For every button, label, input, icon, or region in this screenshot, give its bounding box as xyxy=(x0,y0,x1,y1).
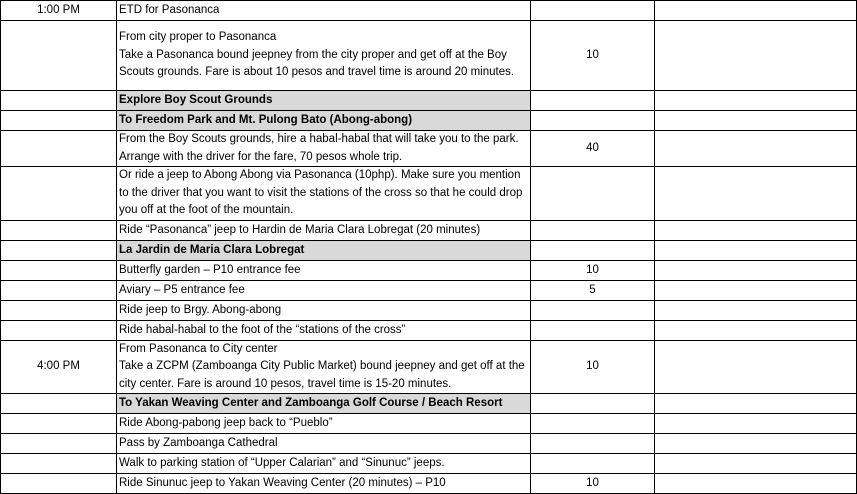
notes-cell xyxy=(655,21,857,91)
notes-cell xyxy=(655,320,857,340)
time-cell xyxy=(1,394,117,414)
section-row xyxy=(1,91,857,111)
time-cell: 1:00 PM xyxy=(1,1,117,21)
itinerary-rows xyxy=(1,1,857,494)
description-cell: Aviary – P5 entrance fee xyxy=(117,280,531,300)
section-row xyxy=(1,111,857,131)
cost-cell: 5 xyxy=(531,280,655,300)
table-row xyxy=(1,220,857,240)
notes-cell xyxy=(655,131,857,167)
cost-cell xyxy=(531,394,655,414)
cost-cell xyxy=(531,240,655,260)
description-cell: To Yakan Weaving Center and Zamboanga Golf Course / Beach Resort xyxy=(117,394,531,414)
time-cell xyxy=(1,300,117,320)
table-row xyxy=(1,474,857,494)
cost-cell xyxy=(531,414,655,434)
description-cell: Explore Boy Scout Grounds xyxy=(117,91,531,111)
notes-cell xyxy=(655,474,857,494)
section-row xyxy=(1,394,857,414)
description-cell: La Jardin de Maria Clara Lobregat xyxy=(117,240,531,260)
cost-cell xyxy=(531,434,655,454)
time-cell xyxy=(1,131,117,167)
description-cell: From the Boy Scouts grounds, hire a habal-habal that will take you to the park. Arrange with the driver for the fare, 70 pesos whole trip. xyxy=(117,131,531,167)
cost-cell: 10 xyxy=(531,474,655,494)
notes-cell xyxy=(655,434,857,454)
cost-cell xyxy=(531,454,655,474)
time-cell xyxy=(1,320,117,340)
notes-cell xyxy=(655,111,857,131)
description-cell: Butterfly garden – P10 entrance fee xyxy=(117,260,531,280)
description-cell: Ride habal-habal to the foot of the “stations of the cross” xyxy=(117,320,531,340)
description-cell: From Pasonanca to City center Take a ZCPM (Zamboanga City Public Market) bound jeepney and get off at the city center. Fare is around 10 pesos, travel time is 15-20 minutes. xyxy=(117,340,531,394)
table-row xyxy=(1,320,857,340)
notes-cell xyxy=(655,454,857,474)
notes-cell xyxy=(655,240,857,260)
notes-cell xyxy=(655,394,857,414)
table-row xyxy=(1,414,857,434)
time-cell xyxy=(1,260,117,280)
table-row xyxy=(1,434,857,454)
time-cell xyxy=(1,454,117,474)
notes-cell xyxy=(655,260,857,280)
cost-cell xyxy=(531,111,655,131)
description-cell: Pass by Zamboanga Cathedral xyxy=(117,434,531,454)
section-row xyxy=(1,240,857,260)
cost-cell xyxy=(531,1,655,21)
time-cell xyxy=(1,434,117,454)
notes-cell xyxy=(655,167,857,221)
table-row xyxy=(1,280,857,300)
description-cell: From city proper to Pasonanca Take a Pasonanca bound jeepney from the city proper and get off at the Boy Scouts grounds. Fare is about 10 pesos and travel time is around 20 minutes. xyxy=(117,21,531,91)
notes-cell xyxy=(655,340,857,394)
cost-cell: 40 xyxy=(531,131,655,167)
cost-cell xyxy=(531,220,655,240)
description-cell: To Freedom Park and Mt. Pulong Bato (Abong-abong) xyxy=(117,111,531,131)
table-row xyxy=(1,1,857,21)
time-cell xyxy=(1,220,117,240)
notes-cell xyxy=(655,280,857,300)
table-row xyxy=(1,131,857,167)
time-cell xyxy=(1,111,117,131)
cost-cell: 10 xyxy=(531,340,655,394)
table-row xyxy=(1,300,857,320)
notes-cell xyxy=(655,220,857,240)
table-row xyxy=(1,167,857,221)
description-cell: Ride Abong-pabong jeep back to “Pueblo” xyxy=(117,414,531,434)
time-cell: 4:00 PM xyxy=(1,340,117,394)
time-cell xyxy=(1,240,117,260)
time-cell xyxy=(1,474,117,494)
table-row xyxy=(1,454,857,474)
description-cell: Or ride a jeep to Abong Abong via Pasonanca (10php). Make sure you mention to the driver that you want to visit the stations of the cross so that he could drop you off at the foot of the mountain. xyxy=(117,167,531,221)
cost-cell xyxy=(531,320,655,340)
description-cell: Ride Sinunuc jeep to Yakan Weaving Center (20 minutes) – P10 xyxy=(117,474,531,494)
time-cell xyxy=(1,21,117,91)
notes-cell xyxy=(655,91,857,111)
time-cell xyxy=(1,280,117,300)
notes-cell xyxy=(655,300,857,320)
cost-cell xyxy=(531,300,655,320)
time-cell xyxy=(1,167,117,221)
description-cell: Ride “Pasonanca” jeep to Hardin de Maria Clara Lobregat (20 minutes) xyxy=(117,220,531,240)
time-cell xyxy=(1,414,117,434)
description-cell: ETD for Pasonanca xyxy=(117,1,531,21)
description-cell: Ride jeep to Brgy. Abong-abong xyxy=(117,300,531,320)
cost-cell xyxy=(531,167,655,221)
notes-cell xyxy=(655,1,857,21)
table-row xyxy=(1,340,857,394)
time-cell xyxy=(1,91,117,111)
notes-cell xyxy=(655,414,857,434)
cost-cell: 10 xyxy=(531,21,655,91)
table-row xyxy=(1,21,857,91)
cost-cell xyxy=(531,91,655,111)
description-cell: Walk to parking station of “Upper Calarian” and “Sinunuc” jeeps. xyxy=(117,454,531,474)
cost-cell: 10 xyxy=(531,260,655,280)
table-row xyxy=(1,260,857,280)
